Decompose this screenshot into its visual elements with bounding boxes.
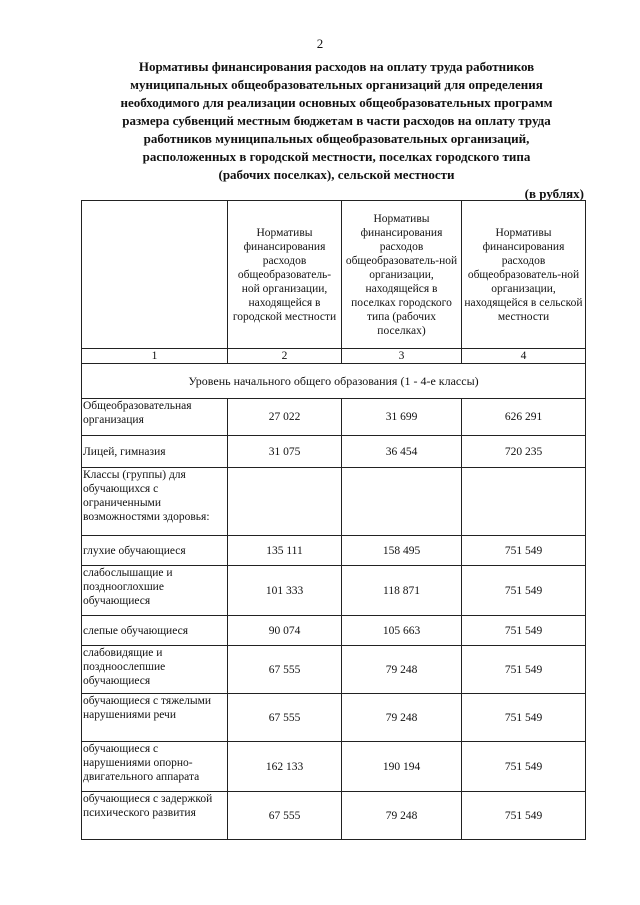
norms-table <box>81 200 586 840</box>
units-note: (в рублях) <box>524 186 584 201</box>
value-rural <box>462 468 586 536</box>
table-row <box>82 566 586 616</box>
value-settlement: 31 699 <box>342 399 462 436</box>
header-cell-1 <box>82 201 228 349</box>
row-label: Классы (группы) для обучающихся с ограниченными возможностями здоровья: <box>82 468 228 536</box>
column-number: 2 <box>228 349 342 364</box>
row-label: глухие обучающиеся <box>82 536 228 566</box>
column-number-row <box>82 349 586 364</box>
column-number: 3 <box>342 349 462 364</box>
value-urban: 162 133 <box>228 742 342 792</box>
row-label: Лицей, гимназия <box>82 436 228 468</box>
value-urban: 31 075 <box>228 436 342 468</box>
table-row <box>82 436 586 468</box>
title-line: необходимого для реализации основных общеобразовательных программ <box>120 95 553 110</box>
value-rural: 751 549 <box>462 742 586 792</box>
page-number: 2 <box>316 36 324 51</box>
row-label: слабослышащие и позднооглохшие обучающиеся <box>82 566 228 616</box>
row-label: Общеобразовательная организация <box>82 399 228 436</box>
section-title: Уровень начального общего образования (1 - 4-е классы) <box>82 364 586 399</box>
value-settlement: 36 454 <box>342 436 462 468</box>
header-cell-rural: Нормативы финансирования расходов общеобразователь-ной организации, находящейся в сельской местности <box>462 201 586 349</box>
value-settlement: 79 248 <box>342 792 462 840</box>
value-rural: 751 549 <box>462 616 586 646</box>
value-urban: 27 022 <box>228 399 342 436</box>
table-header-row <box>82 201 586 349</box>
title-line: Нормативы финансирования расходов на оплату труда работников <box>138 59 535 74</box>
table-row <box>82 742 586 792</box>
document-title <box>84 58 589 184</box>
table-row <box>82 468 586 536</box>
value-settlement: 79 248 <box>342 694 462 742</box>
row-label: обучающиеся с нарушениями опорно-двигательного аппарата <box>82 742 228 792</box>
table-row <box>82 694 586 742</box>
title-line: размера субвенций местным бюджетам в части расходов на оплату труда <box>122 113 551 128</box>
column-number: 4 <box>462 349 586 364</box>
table-row <box>82 536 586 566</box>
title-line: муниципальных общеобразовательных организаций для определения <box>130 77 543 92</box>
title-line: (рабочих поселках), сельской местности <box>218 167 455 182</box>
title-line: работников муниципальных общеобразовательных организаций, <box>143 131 530 146</box>
row-label: обучающиеся с задержкой психического развития <box>82 792 228 840</box>
title-line: расположенных в городской местности, поселках городского типа <box>142 149 531 164</box>
value-settlement: 79 248 <box>342 646 462 694</box>
value-urban: 67 555 <box>228 694 342 742</box>
row-label: слепые обучающиеся <box>82 616 228 646</box>
value-urban: 135 111 <box>228 536 342 566</box>
value-rural: 751 549 <box>462 694 586 742</box>
value-settlement: 105 663 <box>342 616 462 646</box>
row-label: слабовидящие и поздноослепшие обучающиеся <box>82 646 228 694</box>
table-row <box>82 616 586 646</box>
value-rural: 626 291 <box>462 399 586 436</box>
value-settlement <box>342 468 462 536</box>
value-settlement: 158 495 <box>342 536 462 566</box>
value-settlement: 190 194 <box>342 742 462 792</box>
value-settlement: 118 871 <box>342 566 462 616</box>
value-rural: 720 235 <box>462 436 586 468</box>
value-urban <box>228 468 342 536</box>
value-rural: 751 549 <box>462 536 586 566</box>
table-row <box>82 646 586 694</box>
header-cell-settlement: Нормативы финансирования расходов общеобразователь-ной организации, находящейся в поселках городского типа (рабочих поселках) <box>342 201 462 349</box>
column-number: 1 <box>82 349 228 364</box>
section-row <box>82 364 586 399</box>
table-row <box>82 792 586 840</box>
value-urban: 67 555 <box>228 646 342 694</box>
header-cell-urban: Нормативы финансирования расходов общеобразователь-ной организации, находящейся в городской местности <box>228 201 342 349</box>
table-row <box>82 399 586 436</box>
row-label: обучающиеся с тяжелыми нарушениями речи <box>82 694 228 742</box>
value-rural: 751 549 <box>462 646 586 694</box>
value-urban: 67 555 <box>228 792 342 840</box>
value-urban: 101 333 <box>228 566 342 616</box>
value-urban: 90 074 <box>228 616 342 646</box>
value-rural: 751 549 <box>462 566 586 616</box>
value-rural: 751 549 <box>462 792 586 840</box>
